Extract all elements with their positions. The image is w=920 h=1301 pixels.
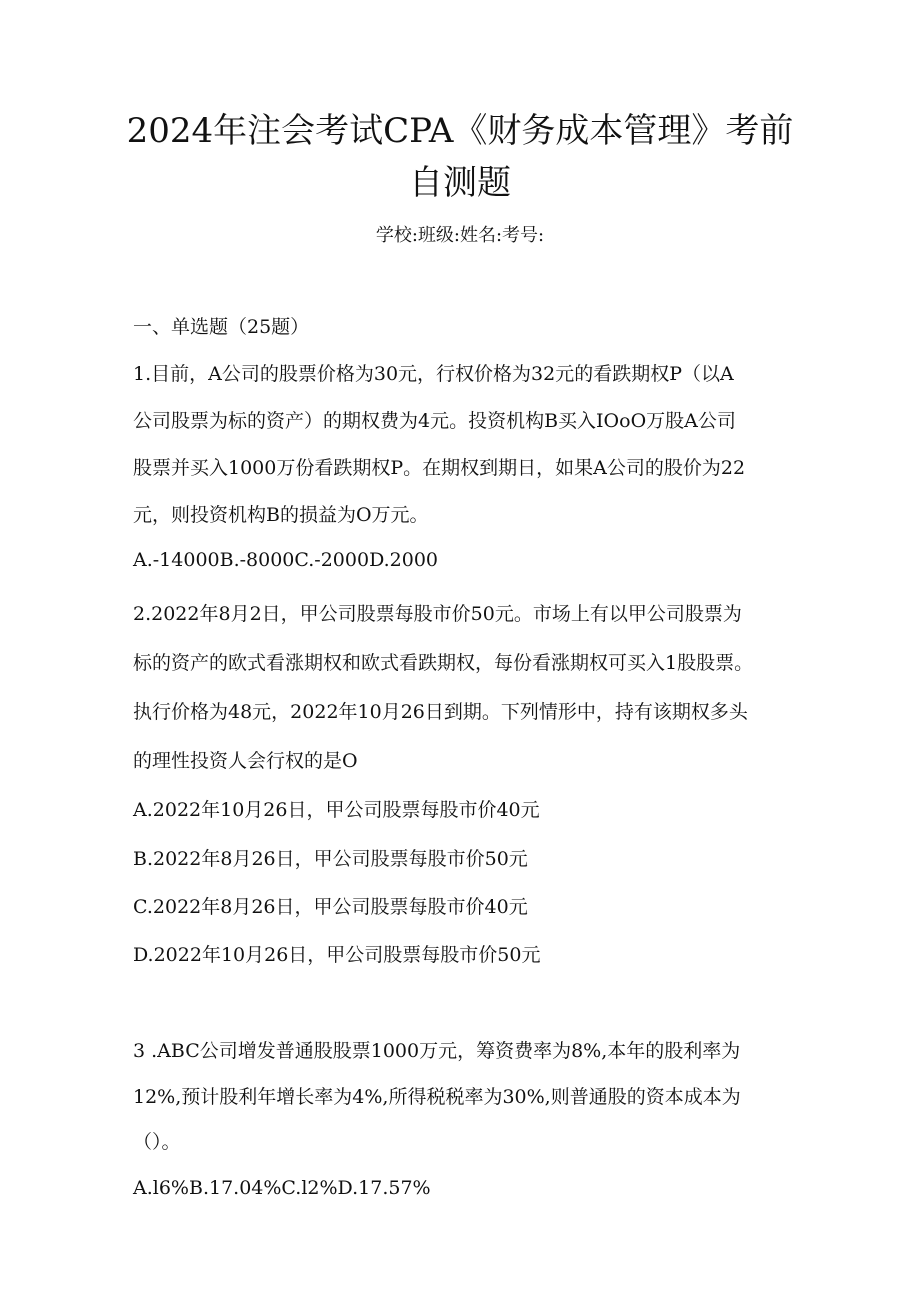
question-2-option-d: D.2022年10月26日，甲公司股票每股市价50元 (133, 944, 541, 966)
question-2-option-b: B.2022年8月26日，甲公司股票每股市价50元 (133, 848, 528, 870)
question-2-option-a: A.2022年10月26日，甲公司股票每股市价40元 (133, 799, 540, 821)
question-1-text-line-4: 元，则投资机构B的损益为O万元。 (133, 504, 429, 526)
question-1-text-line-1: 1.目前，A公司的股票价格为30元，行权价格为32元的看跌期权P（以A (133, 363, 734, 385)
question-2-text-line-4: 的理性投资人会行权的是O (133, 750, 358, 772)
question-2-text-line-1: 2.2022年8月2日，甲公司股票每股市价50元。市场上有以甲公司股票为 (133, 603, 742, 625)
section-heading: 一、单选题（25题） (133, 316, 310, 338)
question-2-text-line-2: 标的资产的欧式看涨期权和欧式看跌期权，每份看涨期权可买入1股股票。 (133, 652, 754, 674)
question-3-text-line-1: 3 .ABC公司增发普通股股票1000万元，筹资费率为8%,本年的股利率为 (133, 1040, 741, 1062)
question-2-option-c: C.2022年8月26日，甲公司股票每股市价40元 (133, 896, 528, 918)
document-title-line-1: 2024年注会考试CPA《财务成本管理》考前 (126, 111, 794, 151)
question-1-options: A.-14000B.-8000C.-2000D.2000 (133, 549, 439, 571)
question-1-text-line-2: 公司股票为标的资产）的期权费为4元。投资机构B买入IOoO万股A公司 (133, 410, 736, 432)
question-1-text-line-3: 股票并买入1000万份看跌期权P。在期权到期日，如果A公司的股价为22 (133, 457, 746, 479)
question-3-options: A.l6%B.17.04%C.l2%D.17.57% (133, 1177, 431, 1199)
question-3-text-line-2: 12%,预计股利年增长率为4%,所得税税率为30%,则普通股的资本成本为 (133, 1086, 741, 1108)
question-2-text-line-3: 执行价格为48元，2022年10月26日到期。下列情形中，持有该期权多头 (133, 701, 748, 723)
question-3-text-line-3: （）。 (133, 1131, 181, 1153)
document-title-line-2: 自测题 (409, 163, 511, 203)
student-info-line: 学校:班级:姓名:考号: (375, 225, 545, 246)
